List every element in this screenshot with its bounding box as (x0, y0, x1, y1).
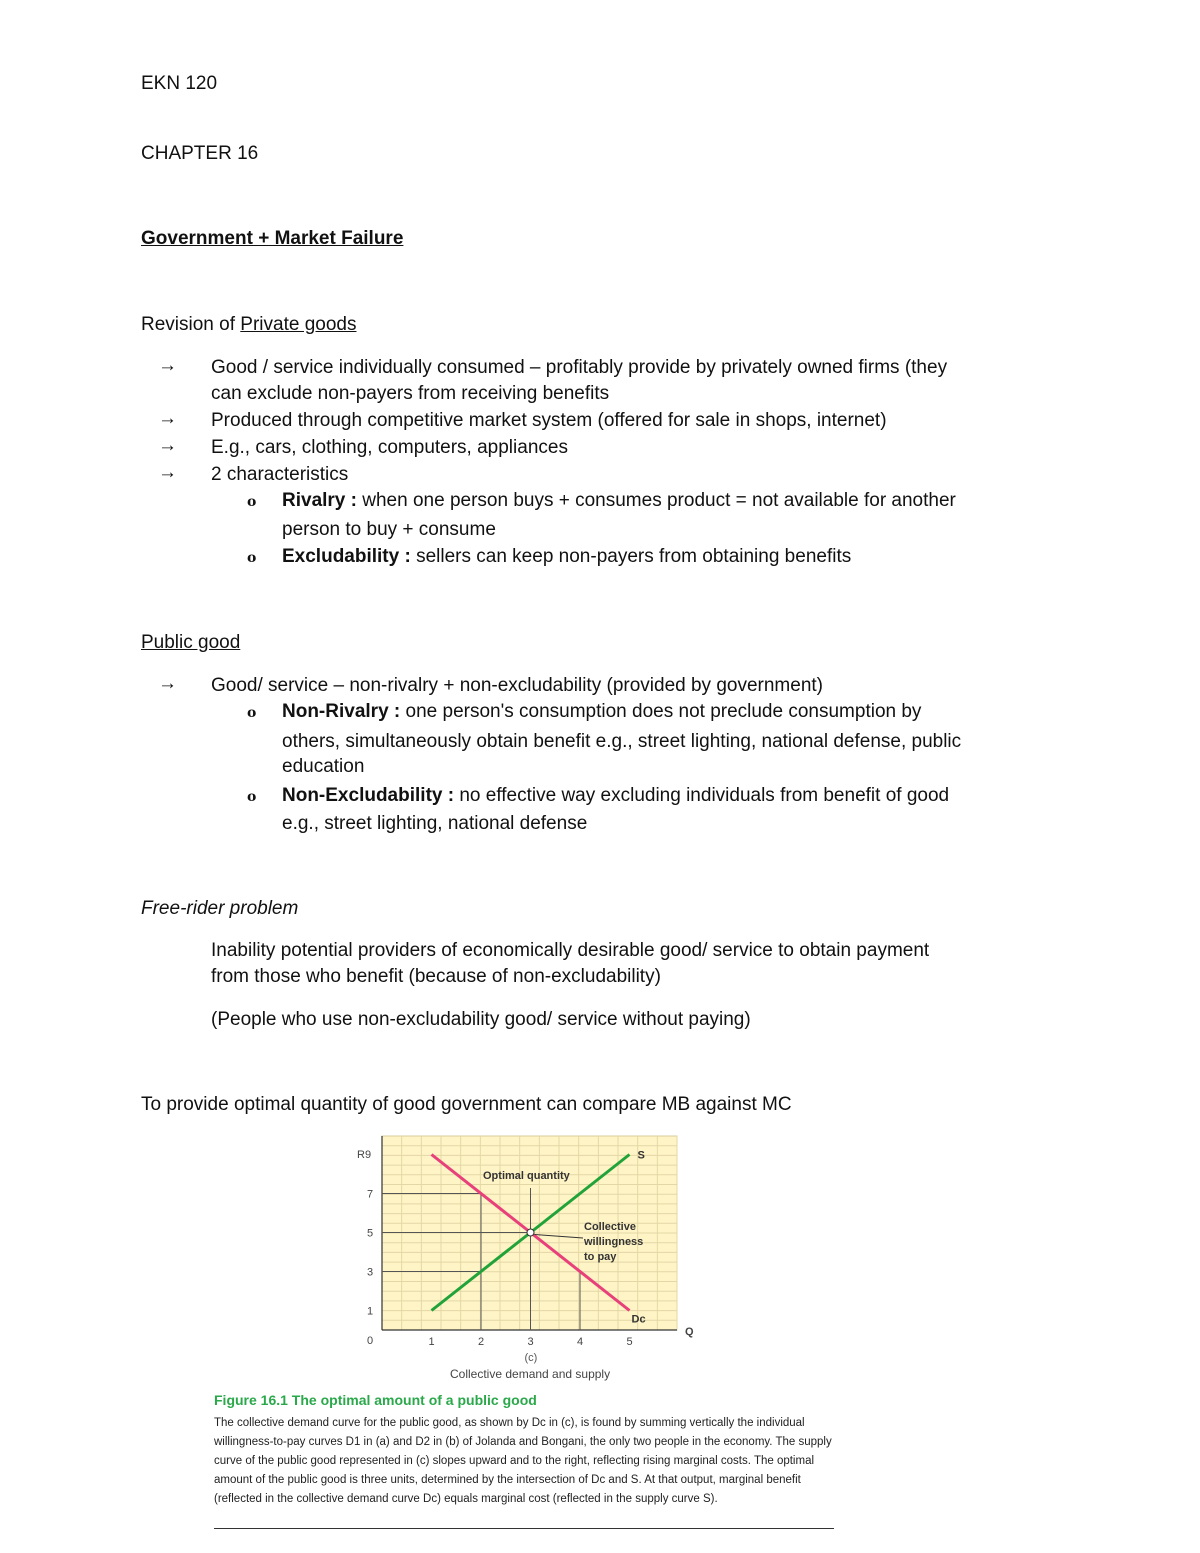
panel-caption: Collective demand and supply (450, 1367, 611, 1381)
optimal-quantity-annotation: Optimal quantity (483, 1170, 570, 1182)
y-axis-label: R9 (357, 1149, 372, 1161)
caption-divider (214, 1528, 834, 1529)
willingness-annotation-line: to pay (584, 1251, 617, 1263)
chapter-label: CHAPTER 16 (141, 143, 259, 164)
nonrivalry-label: Non-Rivalry : (282, 701, 401, 722)
circle-bullet-icon: o (247, 494, 257, 510)
willingness-annotation-line: willingness (584, 1236, 644, 1248)
y-tick-label: 7 (367, 1188, 374, 1201)
free-rider-heading: Free-rider problem (141, 898, 299, 919)
x-tick-label: 1 (428, 1336, 435, 1348)
y-tick-label: 1 (367, 1305, 374, 1318)
section-title: Government + Market Failure (141, 228, 404, 249)
nonrivalry-item-cont2: education (282, 756, 365, 777)
private-bullet-1: Good / service individually consumed – profitably provide by privately owned firms (they (211, 357, 948, 378)
optimal-quantity-text: To provide optimal quantity of good government can compare MB against MC (141, 1094, 792, 1115)
free-rider-line-2: from those who benefit (because of non-excludability) (211, 966, 661, 987)
rivalry-label: Rivalry : (282, 490, 357, 511)
private-bullet-1-cont: can exclude non-payers from receiving benefits (211, 383, 610, 404)
public-good-heading: Public good (141, 632, 241, 653)
nonexcludability-item-cont: e.g., street lighting, national defense (282, 813, 588, 834)
circle-bullet-icon: o (247, 705, 257, 721)
arrow-bullet-icon: → (158, 355, 177, 376)
nonexcludability-label: Non-Excludability : (282, 785, 455, 806)
arrow-bullet-icon: → (158, 408, 177, 429)
x-axis-label: Q (685, 1326, 694, 1338)
rivalry-item-cont: person to buy + consume (282, 519, 496, 540)
arrow-bullet-icon: → (158, 435, 177, 456)
figure-caption-title: Figure 16.1 The optimal amount of a public good (214, 1392, 537, 1408)
panel-label: (c) (524, 1352, 538, 1364)
y-tick-label: 3 (367, 1266, 374, 1279)
rivalry-item (282, 488, 956, 514)
private-bullet-4: 2 characteristics (211, 464, 349, 485)
x-tick-label: 2 (478, 1336, 485, 1348)
nonrivalry-text: one person's consumption does not preclude consumption by (400, 701, 922, 722)
excludability-label: Excludability : (282, 546, 411, 567)
course-code: EKN 120 (141, 73, 218, 94)
circle-bullet-icon: o (247, 789, 257, 805)
arrow-bullet-icon: → (158, 673, 177, 694)
x-tick-label: 3 (527, 1336, 534, 1348)
nonexcludability-item (282, 783, 949, 809)
private-goods-intro (141, 312, 356, 338)
free-rider-line-3: (People who use non-excludability good/ service without paying) (211, 1009, 751, 1030)
public-good-chart (355, 1133, 845, 1393)
circle-bullet-icon: o (247, 550, 257, 566)
nonrivalry-item-cont: others, simultaneously obtain benefit e.g., street lighting, national defense, public (282, 731, 962, 752)
private-bullet-3: E.g., cars, clothing, computers, appliances (211, 437, 568, 458)
excludability-item (282, 544, 851, 570)
supply-label: S (637, 1149, 645, 1162)
nonrivalry-item (282, 699, 921, 725)
willingness-annotation-line: Collective (584, 1221, 636, 1233)
public-bullet: Good/ service – non-rivalry + non-excludability (provided by government) (211, 675, 823, 696)
arrow-bullet-icon: → (158, 462, 177, 483)
nonexcludability-text: no effective way excluding individuals from benefit of good (454, 785, 950, 806)
free-rider-line-1: Inability potential providers of economically desirable good/ service to obtain payment (211, 940, 930, 961)
x-tick-label: 5 (626, 1336, 633, 1348)
private-bullet-2: Produced through competitive market system (offered for sale in shops, internet) (211, 410, 887, 431)
demand-label: Dc (631, 1313, 646, 1326)
private-goods-term: Private goods (240, 314, 357, 335)
origin-label: 0 (367, 1335, 374, 1347)
x-tick-label: 4 (577, 1336, 584, 1348)
rivalry-text: when one person buys + consumes product = not available for another (356, 490, 956, 511)
figure-caption-body: The collective demand curve for the public good, as shown by Dc in (c), is found by summing vertically the individual willingness-to-pay curves D1 in (a) and D2 in (b) of Jolanda and Bongani, the only two people in the economy. The supply curve of the public good represented in (c) slopes upward and to the right, reflecting rising marginal costs. The optimal amount of the public good is three units, determined by the intersection of Dc and S. At that output, marginal benefit (reflected in the collective demand curve Dc) equals marginal cost (reflected in the supply curve S). (214, 1417, 832, 1505)
equilibrium-point (527, 1229, 534, 1236)
y-tick-label: 5 (367, 1227, 374, 1240)
excludability-text: sellers can keep non-payers from obtaining benefits (410, 546, 852, 567)
intro-prefix: Revision of (141, 314, 241, 335)
